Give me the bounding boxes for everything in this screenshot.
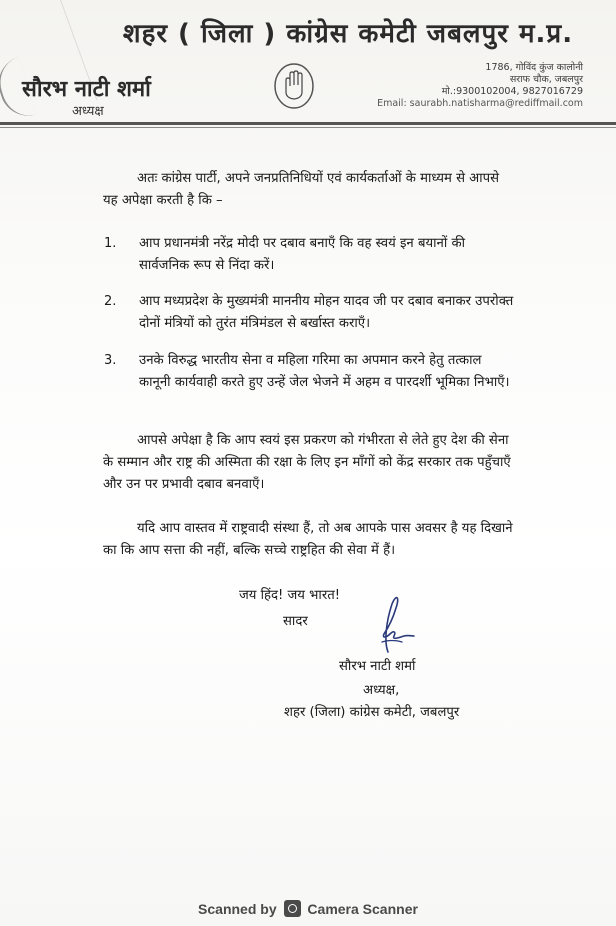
request-paragraph: आपसे अपेक्षा है कि आप स्वयं इस प्रकरण को गंभीरता से लेते हुए देश की सेना के सम्मान और राष्ट्र की अस्मिता की रक्षा के लिए इन माँगों को केंद्र सरकार तक पहुँचाएँ और उन पर प्रभावी दबाव बनवाएँ।: [103, 433, 511, 492]
camera-scanner-icon: [284, 900, 301, 917]
scanner-app-name: Camera Scanner: [307, 901, 418, 917]
list-item-number: 1.: [104, 236, 117, 251]
list-item-number: 3.: [104, 353, 117, 368]
letterhead-person-name: सौरभ नाटी शर्मा: [22, 76, 151, 102]
list-item-number: 2.: [104, 294, 117, 309]
organization-title: शहर ( जिला ) कांग्रेस कमेटी जबलपुर म.प्र.: [122, 19, 574, 49]
salutation: जय हिंद! जय भारत!: [239, 588, 341, 603]
signatory-title: अध्यक्ष,: [363, 683, 400, 698]
list-item-text: उनके विरुद्ध भारतीय सेना व महिला गरिमा का अपमान करने हेतु तत्काल कानूनी कार्यवाही करते हुए उन्हें जेल भेजने में अहम व पारदर्शी भूमिका निभाएँ।: [139, 353, 510, 390]
contact-details: [377, 62, 583, 110]
phone-numbers: मो.:9300102004, 9827016729: [441, 86, 583, 97]
address-line-2: सराफ चौक, जबलपुर: [509, 74, 583, 85]
scanned-by-label: Scanned by: [198, 901, 277, 917]
list-item-text: आप प्रधानमंत्री नरेंद्र मोदी पर दबाव बनाएँ कि वह स्वयं इन बयानों की सार्वजनिक रूप से निंदा करें।: [139, 236, 466, 273]
address-line-1: 1786, गोविंद कुंज कालोनी: [485, 62, 583, 73]
email-address: Email: saurabh.natisharma@rediffmail.com: [377, 98, 583, 109]
scanner-watermark: [0, 900, 616, 917]
signatory-organization: शहर (जिला) कांग्रेस कमेटी, जबलपुर: [284, 705, 460, 720]
header-divider: [0, 122, 616, 125]
header-divider-thin: [0, 127, 616, 128]
list-item-text: आप मध्यप्रदेश के मुख्यमंत्री माननीय मोहन यादव जी पर दबाव बनाकर उपरोक्त दोनों मंत्रियों को तुरंत मंत्रिमंडल से बर्खास्त कराएँ।: [139, 294, 514, 331]
regards: सादर: [283, 614, 308, 629]
congress-hand-logo-icon: [273, 62, 315, 110]
letterhead-person-title: अध्यक्ष: [72, 104, 104, 119]
handwritten-signature: [366, 592, 416, 654]
closing-paragraph: यदि आप वास्तव में राष्ट्रवादी संस्था हैं, तो अब आपके पास अवसर है यह दिखाने का कि आप सत्ता की नहीं, बल्कि सच्चे राष्ट्रहित की सेवा में हैं।: [103, 521, 513, 558]
signatory-name: सौरभ नाटी शर्मा: [339, 659, 416, 674]
intro-paragraph: अतः कांग्रेस पार्टी, अपने जनप्रतिनिधियों एवं कार्यकर्ताओं के माध्यम से आपसे यह अपेक्षा करती है कि –: [103, 171, 500, 208]
